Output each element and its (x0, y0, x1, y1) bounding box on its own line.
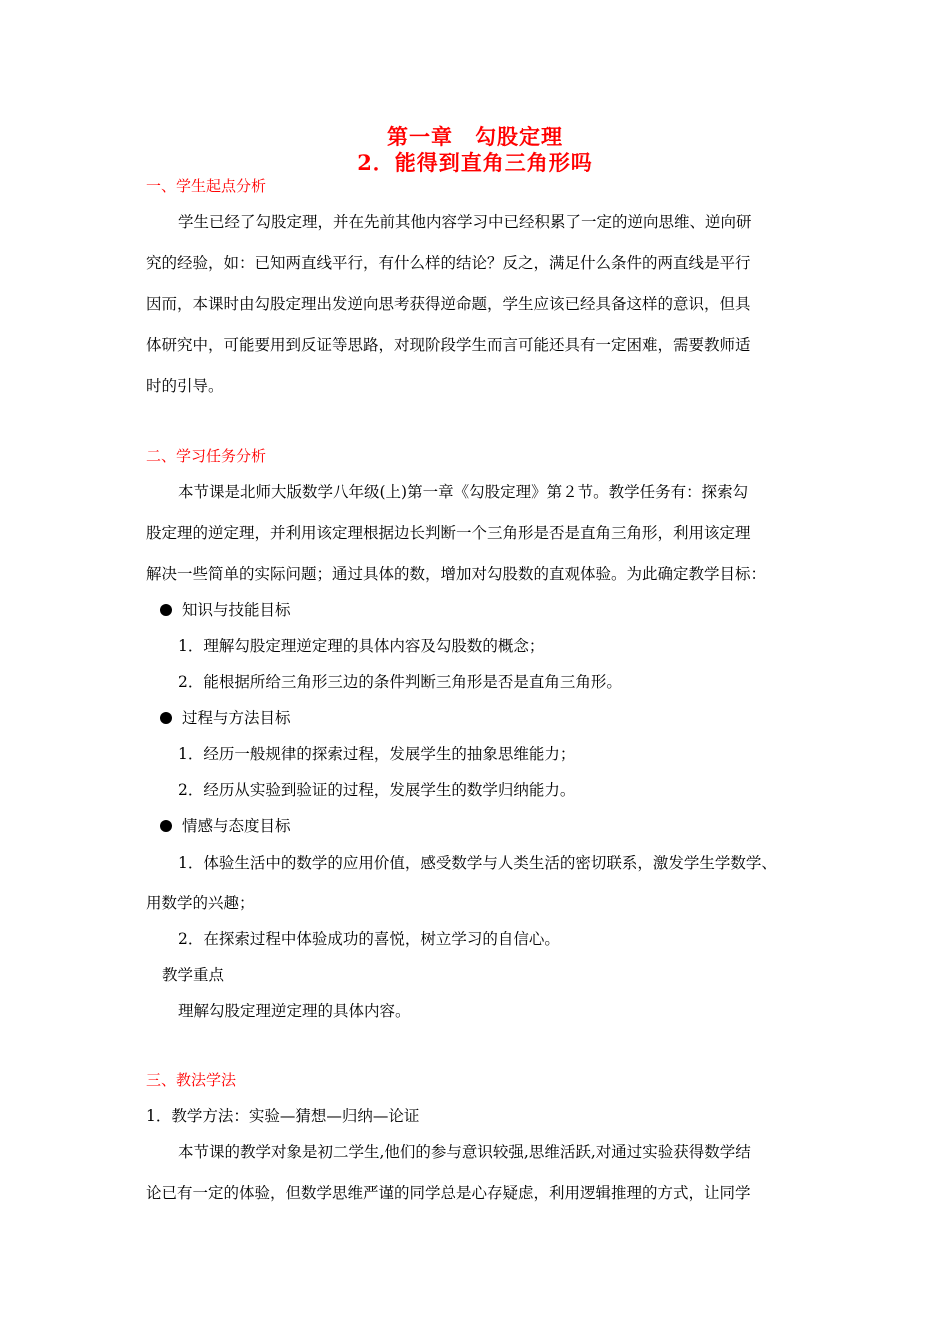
section-heading-3: 三、教法学法 (146, 1071, 237, 1089)
paragraph-line: 时的引导。 (146, 377, 224, 395)
bullet-icon (160, 712, 172, 724)
goal-label: 知识与技能目标 (182, 601, 291, 619)
goal-item: 2．在探索过程中体验成功的喜悦，树立学习的自信心。 (178, 930, 560, 948)
section-heading-1: 一、学生起点分析 (146, 177, 267, 195)
paragraph-line: 体研究中，可能要用到反证等思路，对现阶段学生而言可能还具有一定困难，需要教师适 (146, 336, 751, 354)
paragraph-line: 学生已经了勾股定理，并在先前其他内容学习中已经积累了一定的逆向思维、逆向研 (178, 213, 752, 231)
paragraph-line: 究的经验，如：已知两直线平行，有什么样的结论？反之，满足什么条件的两直线是平行 (146, 254, 751, 272)
paragraph-line: 因而，本课时由勾股定理出发逆向思考获得逆命题，学生应该已经具备这样的意识，但具 (146, 295, 751, 313)
paragraph-line: 解决一些简单的实际问题；通过具体的数，增加对勾股数的直观体验。为此确定教学目标： (146, 565, 767, 583)
chapter-title: 第一章 勾股定理 (387, 124, 563, 149)
section-heading-2: 二、学习任务分析 (146, 447, 267, 465)
goal-item: 用数学的兴趣； (146, 894, 255, 912)
goal-item: 1．理解勾股定理逆定理的具体内容及勾股数的概念； (178, 637, 545, 655)
goal-item: 2．能根据所给三角形三边的条件判断三角形是否是直角三角形。 (178, 673, 622, 691)
goal-category (160, 600, 291, 620)
goal-item: 2．经历从实验到验证的过程，发展学生的数学归纳能力。 (178, 781, 576, 799)
goal-item: 1．经历一般规律的探索过程，发展学生的抽象思维能力； (178, 745, 576, 763)
method-title: 1．教学方法：实验—猜想—归纳—论证 (146, 1107, 420, 1125)
goal-category (160, 708, 291, 728)
paragraph-line: 论已有一定的体验，但数学思维严谨的同学总是心存疑虑，利用逻辑推理的方式，让同学 (146, 1184, 751, 1202)
key-point-label: 教学重点 (162, 966, 225, 984)
paragraph-line: 本节课是北师大版数学八年级(上)第一章《勾股定理》第２节。教学任务有：探索勾 (178, 483, 749, 501)
goal-label: 情感与态度目标 (182, 817, 291, 835)
bullet-icon (160, 604, 172, 616)
lesson-title: 2．能得到直角三角形吗 (357, 150, 593, 175)
goal-label: 过程与方法目标 (182, 709, 291, 727)
paragraph-line: 本节课的教学对象是初二学生,他们的参与意识较强,思维活跃,对通过实验获得数学结 (178, 1143, 751, 1161)
key-point-text: 理解勾股定理逆定理的具体内容。 (178, 1002, 411, 1020)
goal-category (160, 816, 291, 836)
goal-item: 1．体验生活中的数学的应用价值，感受数学与人类生活的密切联系，激发学生学数学、 (178, 854, 777, 872)
paragraph-line: 股定理的逆定理，并利用该定理根据边长判断一个三角形是否是直角三角形，利用该定理 (146, 524, 751, 542)
bullet-icon (160, 820, 172, 832)
